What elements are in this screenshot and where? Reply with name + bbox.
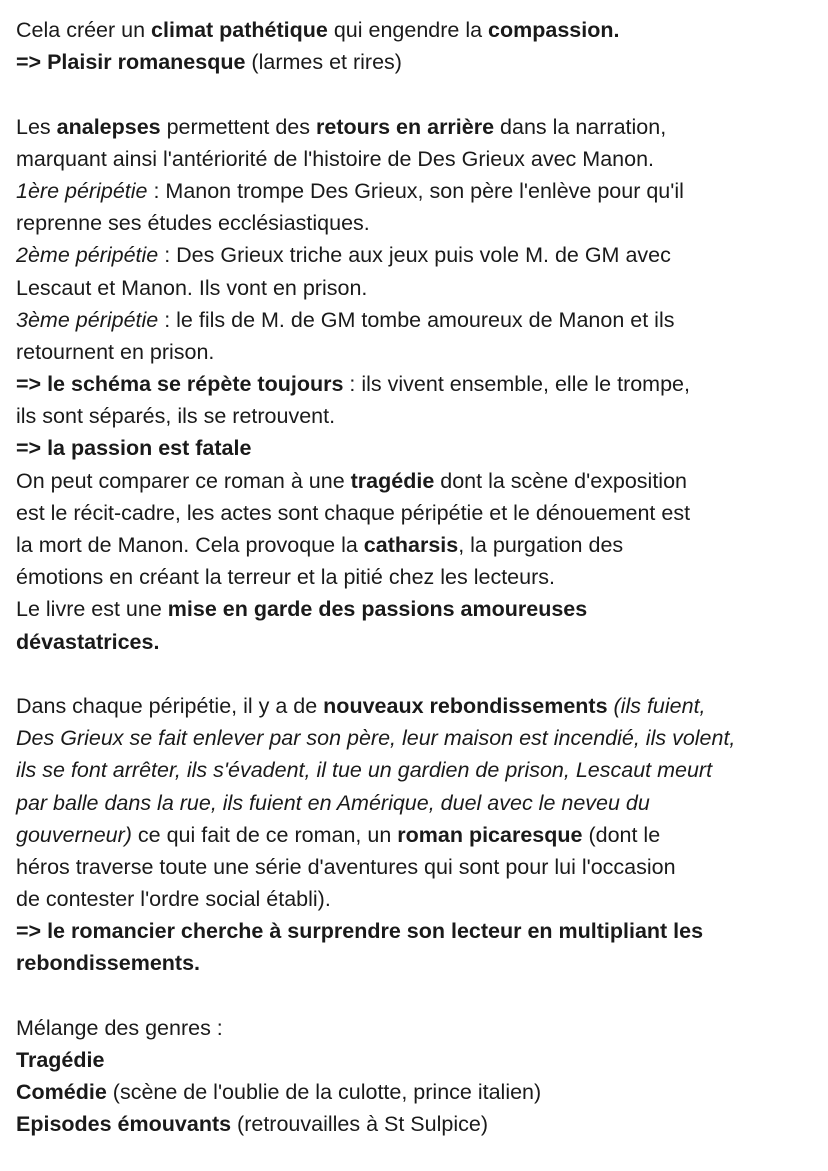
bold-text-run: nouveaux rebondissements [323, 693, 608, 718]
text-run: : Manon trompe Des Grieux, son père l'enlève pour qu'il [147, 178, 684, 203]
italic-text-run: par balle dans la rue, ils fuient en Amérique, duel avec le neveu du [16, 790, 650, 815]
text-run: émotions en créant la terreur et la pitié chez les lecteurs. [16, 565, 555, 590]
bold-text-run: => le schéma se répète toujours [16, 372, 344, 397]
text-line [16, 432, 820, 464]
text-run: la mort de Manon. Cela provoque la [16, 533, 364, 557]
bold-text-run: Tragédie [16, 1048, 105, 1072]
text-run: qui engendre la [327, 18, 489, 42]
text-run: permettent des [160, 114, 316, 139]
text-line [16, 304, 820, 336]
text-line [16, 465, 820, 497]
blank-line [16, 980, 820, 1012]
bold-text-run: climat pathétique [151, 18, 328, 42]
text-run: Les [16, 114, 57, 139]
bold-text-run: mise en garde des passions amoureuses [167, 597, 588, 622]
text-line [16, 883, 820, 915]
text-run: : ils vivent ensemble, elle le trompe, [343, 372, 690, 397]
text-run: Le livre est une [16, 597, 168, 622]
text-run: ce qui fait de ce roman, un [131, 822, 398, 847]
bold-text-run: Episodes émouvants [16, 1112, 232, 1137]
bold-text-run: analepses [56, 114, 161, 139]
text-run: (retrouvailles à St Sulpice) [231, 1112, 488, 1137]
text-line [16, 336, 820, 368]
text-line [16, 46, 820, 78]
text-run: (larmes et rires) [245, 50, 402, 75]
text-line [16, 1076, 820, 1108]
text-run: , la purgation des [458, 533, 624, 557]
italic-text-run: gouverneur) [16, 822, 132, 847]
text-line [16, 143, 820, 175]
text-line [16, 272, 820, 304]
text-line [16, 915, 820, 947]
text-line [16, 593, 820, 625]
text-line [16, 14, 820, 46]
text-run: héros traverse toute une série d'aventures qui sont pour lui l'occasion [16, 854, 676, 879]
text-line [16, 529, 820, 561]
text-run: Dans chaque péripétie, il y a de [16, 693, 324, 718]
text-line [16, 368, 820, 400]
bold-text-run: roman picaresque [397, 822, 583, 847]
text-line [16, 722, 820, 754]
text-run: (scène de l'oublie de la culotte, prince italien) [106, 1080, 542, 1105]
text-run: Lescaut et Manon. Ils vont en prison. [16, 275, 368, 300]
text-line [16, 787, 820, 819]
text-line [16, 175, 820, 207]
text-run: On peut comparer ce roman à une [16, 468, 351, 493]
text-run: : le fils de M. de GM tombe amoureux de Manon et ils [158, 307, 675, 332]
text-line [16, 207, 820, 239]
text-line [16, 947, 820, 979]
text-line [16, 561, 820, 593]
bold-text-run: catharsis [363, 533, 459, 557]
text-line [16, 239, 820, 271]
text-line [16, 400, 820, 432]
text-run: (dont le [582, 822, 661, 847]
italic-text-run: (ils fuient, [607, 693, 706, 718]
text-run: ils sont séparés, ils se retrouvent. [16, 404, 336, 429]
text-line [16, 851, 820, 883]
bold-text-run: retours en arrière [316, 114, 495, 139]
text-line [16, 690, 820, 722]
text-run: dans la narration, [494, 114, 667, 139]
text-run: reprenne ses études ecclésiastiques. [16, 211, 370, 236]
bold-text-run: compassion. [488, 18, 620, 42]
text-run: Cela créer un [16, 18, 152, 42]
italic-text-run: Des Grieux se fait enlever par son père, leur maison est incendié, ils volent, [16, 726, 736, 751]
text-line [16, 819, 820, 851]
blank-line [16, 78, 820, 110]
bold-text-run: => le romancier cherche à surprendre son lecteur en multipliant les [16, 919, 704, 944]
text-run: marquant ainsi l'antériorité de l'histoire de Des Grieux avec Manon. [16, 146, 654, 171]
bold-text-run: Comédie [16, 1080, 107, 1105]
text-run: dont la scène d'exposition [434, 468, 688, 493]
italic-text-run: 2ème péripétie [16, 243, 159, 268]
text-line [16, 1108, 820, 1140]
bold-text-run: rebondissements. [16, 951, 200, 976]
text-line [16, 1012, 820, 1044]
text-line [16, 497, 820, 529]
text-line [16, 754, 820, 786]
bold-text-run: dévastatrices. [16, 629, 160, 654]
bold-text-run: tragédie [350, 468, 435, 493]
text-line [16, 111, 820, 143]
text-line [16, 626, 820, 658]
italic-text-run: 1ère péripétie [16, 178, 148, 203]
italic-text-run: ils se font arrêter, ils s'évadent, il tue un gardien de prison, Lescaut meurt [16, 758, 713, 783]
text-run: de contester l'ordre social établi). [16, 887, 331, 912]
bold-text-run: => Plaisir romanesque [16, 50, 246, 75]
blank-line [16, 658, 820, 690]
text-run: Mélange des genres : [16, 1015, 223, 1040]
text-run: retournent en prison. [16, 339, 215, 364]
italic-text-run: 3ème péripétie [16, 307, 159, 332]
text-run: est le récit-cadre, les actes sont chaque péripétie et le dénouement est [16, 500, 691, 525]
bold-text-run: => la passion est fatale [16, 436, 252, 461]
text-line [16, 1044, 820, 1076]
text-run: : Des Grieux triche aux jeux puis vole M. de GM avec [158, 243, 671, 268]
